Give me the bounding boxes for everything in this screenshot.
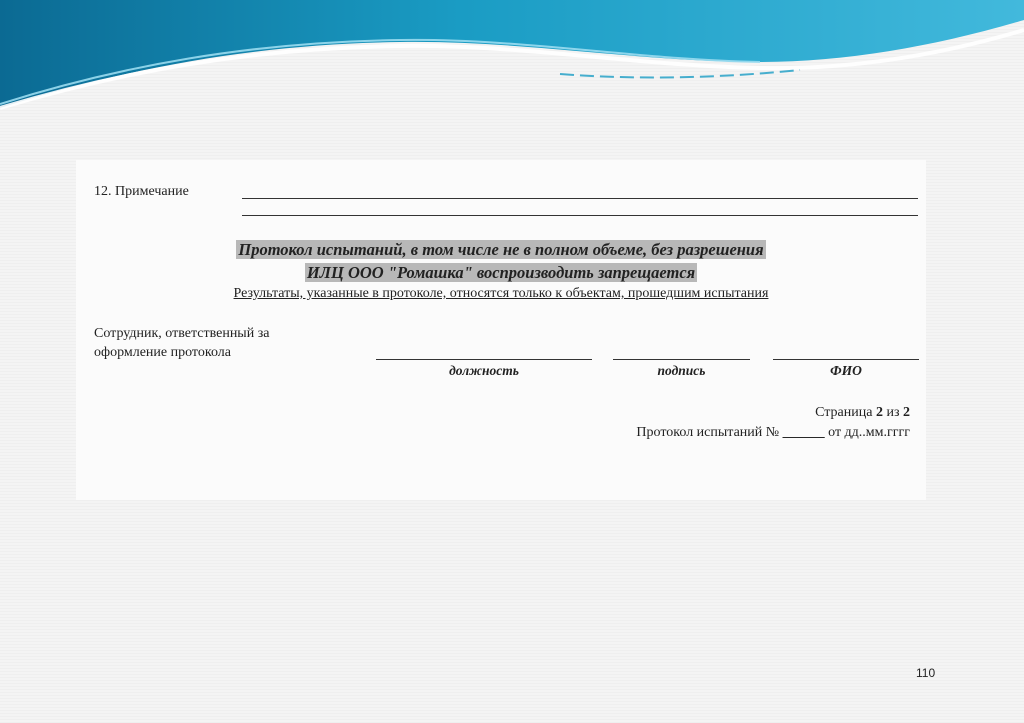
position-caption: должность [449,363,519,378]
protocol-reference [636,425,910,441]
name-caption: ФИО [830,363,862,378]
warning-line-1: Протокол испытаний, в том числе не в полном объеме, без разрешения [238,240,764,259]
document-page [76,160,926,500]
employee-label-line-1: Сотрудник, ответственный за [94,326,270,341]
employee-label-line-2: оформление протокола [94,345,231,360]
page-total: 2 [903,405,910,420]
page-of: из [886,405,900,420]
note-line-1 [242,198,918,199]
protocol-prefix: Протокол испытаний № [636,425,780,440]
name-line [773,359,919,360]
position-line [376,359,592,360]
page-current: 2 [875,405,883,420]
page-counter [815,405,910,421]
protocol-date: от дд..мм.гггг [828,425,910,440]
page-prefix: Страница [815,405,873,420]
header-wave-decoration [0,0,1024,120]
results-note: Результаты, указанные в протоколе, относятся только к объектам, прошедшим испытания [233,286,769,301]
protocol-number-blank: ______ [782,425,825,440]
signature-caption: подпись [657,363,706,378]
signature-line [613,359,750,360]
employee-label [94,324,269,362]
warning-line-2: ИЛЦ ООО "Ромашка" воспроизводить запрещается [306,263,696,282]
note-label: 12. Примечание [94,184,189,199]
slide-number: 110 [916,666,936,680]
note-line-2 [242,215,918,216]
